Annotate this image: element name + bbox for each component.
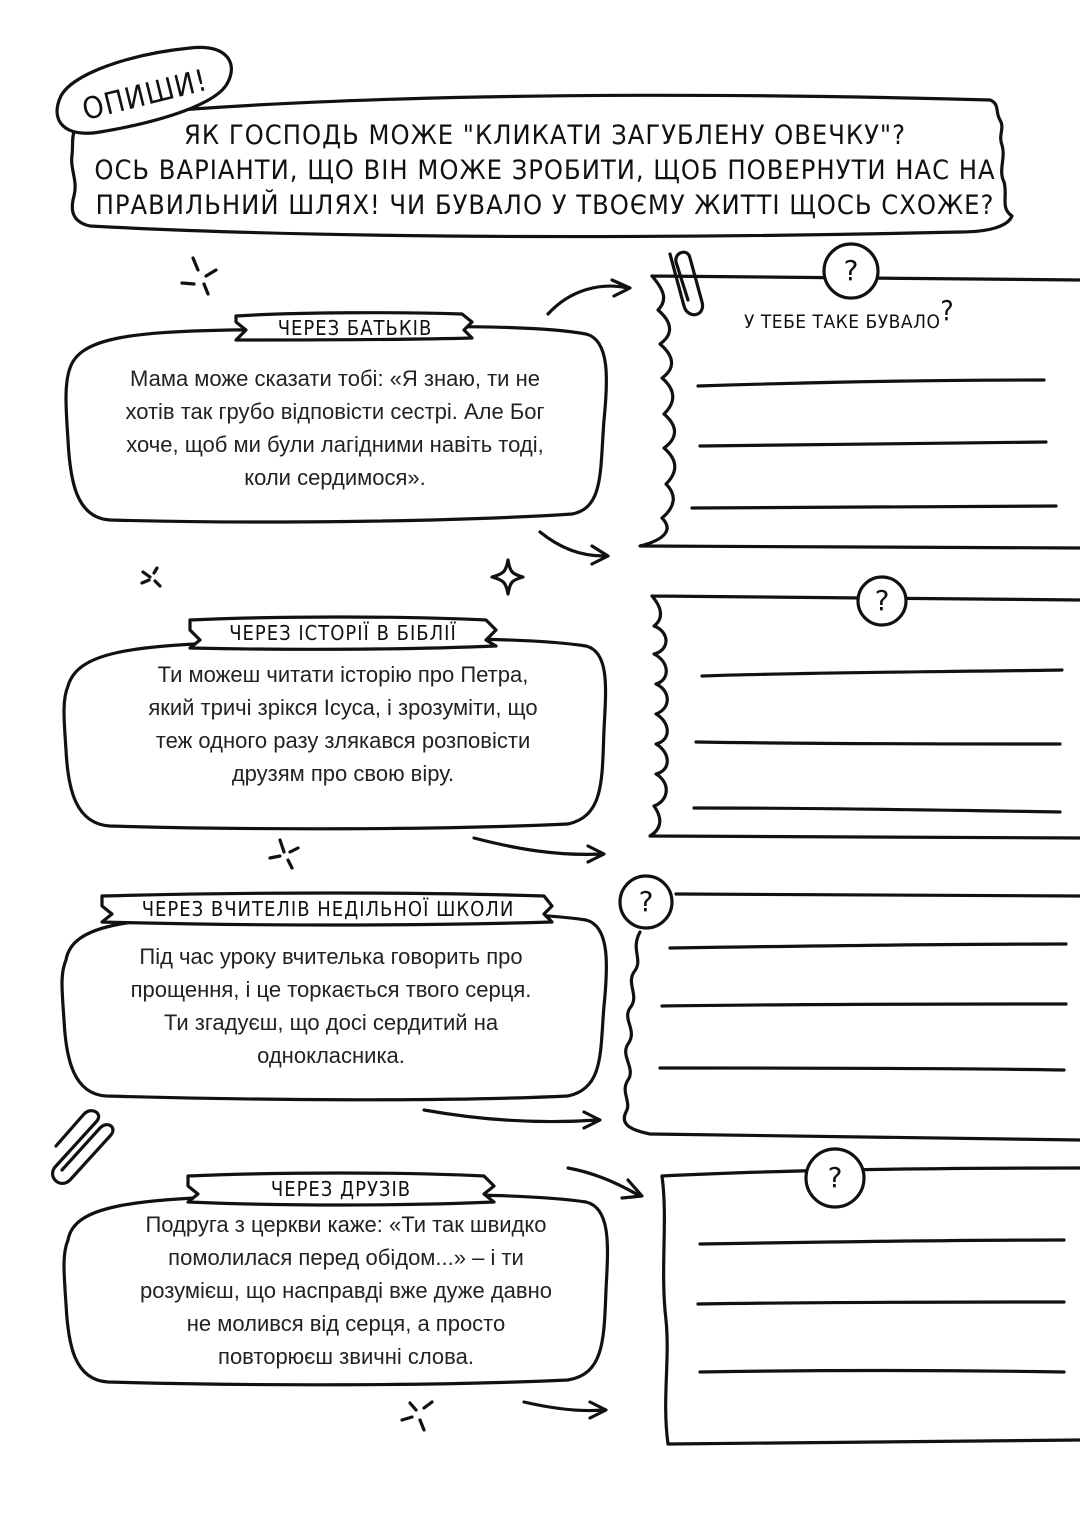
arrow-1a: [548, 280, 630, 314]
text-line: коли сердимося».: [244, 465, 426, 490]
text-line: прощення, і це торкається твого серця.: [130, 977, 532, 1002]
note-2-line-3: [694, 808, 1060, 812]
section-text-2: [88, 658, 598, 790]
section-label-3: ЧЕРЕЗ ВЧИТЕЛІВ НЕДІЛЬНОЇ ШКОЛИ: [141, 897, 515, 921]
text-line: розумієш, що насправді вже дуже давно: [140, 1278, 552, 1303]
text-line: хоче, щоб ми були лагідними навіть тоді,: [126, 432, 544, 457]
badge-text: ОПИШИ!: [78, 63, 212, 128]
note-1-line-2: [700, 442, 1046, 446]
text-line: Подруга з церкви каже: «Ти так швидко: [145, 1212, 547, 1237]
section-label-4: ЧЕРЕЗ ДРУЗІВ: [270, 1177, 412, 1201]
text-line: не молився від серця, а просто: [186, 1311, 506, 1336]
note-card-2: [650, 596, 1080, 838]
title-line-2: ОСЬ ВАРІАНТИ, ЩО ВІН МОЖЕ ЗРОБИТИ, ЩОБ ПОВЕРНУТИ НАС НА: [94, 155, 996, 186]
arrow-4a: [568, 1168, 642, 1198]
text-line: друзям про свою віру.: [231, 761, 455, 786]
note-card-4: [662, 1168, 1080, 1444]
note-2-line-2: [696, 742, 1060, 744]
note-3-line-3: [660, 1068, 1064, 1070]
arrow-4b: [524, 1402, 606, 1418]
note-4-line-2: [698, 1302, 1064, 1304]
note-3-line-1: [670, 944, 1066, 948]
question-mark-1: ?: [843, 254, 859, 287]
arrow-2: [474, 838, 604, 862]
arrow-3: [424, 1110, 600, 1128]
paperclip-icon-2: [670, 252, 703, 315]
section-text-1: [80, 362, 590, 494]
text-line: теж одного разу злякався розповісти: [155, 728, 531, 753]
text-line: однокласника.: [257, 1043, 405, 1068]
note-4-line-3: [700, 1371, 1064, 1373]
text-line: хотів так грубо відповісти сестрі. Але Бог: [125, 399, 545, 424]
question-mark-4: ?: [827, 1161, 843, 1194]
text-line: Ти можеш читати історію про Петра,: [157, 662, 529, 687]
note-2-line-1: [702, 670, 1062, 676]
text-line: Ти згадуєш, що досі сердитий на: [163, 1010, 499, 1035]
note-1-line-3: [692, 506, 1056, 508]
note-3-line-2: [662, 1004, 1066, 1006]
sparkle-1: [182, 258, 216, 294]
section-text-3: [76, 940, 586, 1072]
question-mark-2: ?: [874, 584, 890, 617]
sparkle-2: [142, 568, 160, 586]
text-line: Мама може сказати тобі: «Я знаю, ти не: [130, 366, 540, 391]
page-title: [80, 118, 1010, 223]
note-heading: [744, 294, 955, 335]
note-heading-question: ?: [940, 294, 955, 327]
title-line-3: ПРАВИЛЬНИЙ ШЛЯХ! ЧИ БУВАЛО У ТВОЄМУ ЖИТТІ ЩОСЬ СХОЖЕ?: [95, 190, 995, 221]
arrow-1b: [540, 532, 608, 564]
text-line: Під час уроку вчителька говорить про: [139, 944, 523, 969]
text-line: який тричі зрікся Ісуса, і зрозуміти, що: [148, 695, 538, 720]
section-label-1: ЧЕРЕЗ БАТЬКІВ: [277, 316, 433, 340]
note-heading-text: У ТЕБЕ ТАКЕ БУВАЛО: [744, 311, 941, 333]
note-card-3: [624, 894, 1080, 1140]
section-label-2: ЧЕРЕЗ ІСТОРІЇ В БІБЛІЇ: [229, 621, 457, 645]
question-mark-3: ?: [638, 885, 654, 918]
sparkle-3: [270, 840, 298, 868]
note-1-line-1: [698, 380, 1044, 386]
text-line: помолилася перед обідом...» – і ти: [168, 1245, 524, 1270]
text-line: повторюєш звичні слова.: [218, 1344, 474, 1369]
section-text-4: [86, 1208, 606, 1373]
star-icon: [492, 560, 523, 594]
title-line-1: ЯК ГОСПОДЬ МОЖЕ "КЛИКАТИ ЗАГУБЛЕНУ ОВЕЧКУ"?: [184, 120, 906, 151]
note-4-line-1: [700, 1240, 1064, 1244]
sparkle-4: [402, 1402, 432, 1430]
paperclip-icon: [53, 1111, 113, 1184]
